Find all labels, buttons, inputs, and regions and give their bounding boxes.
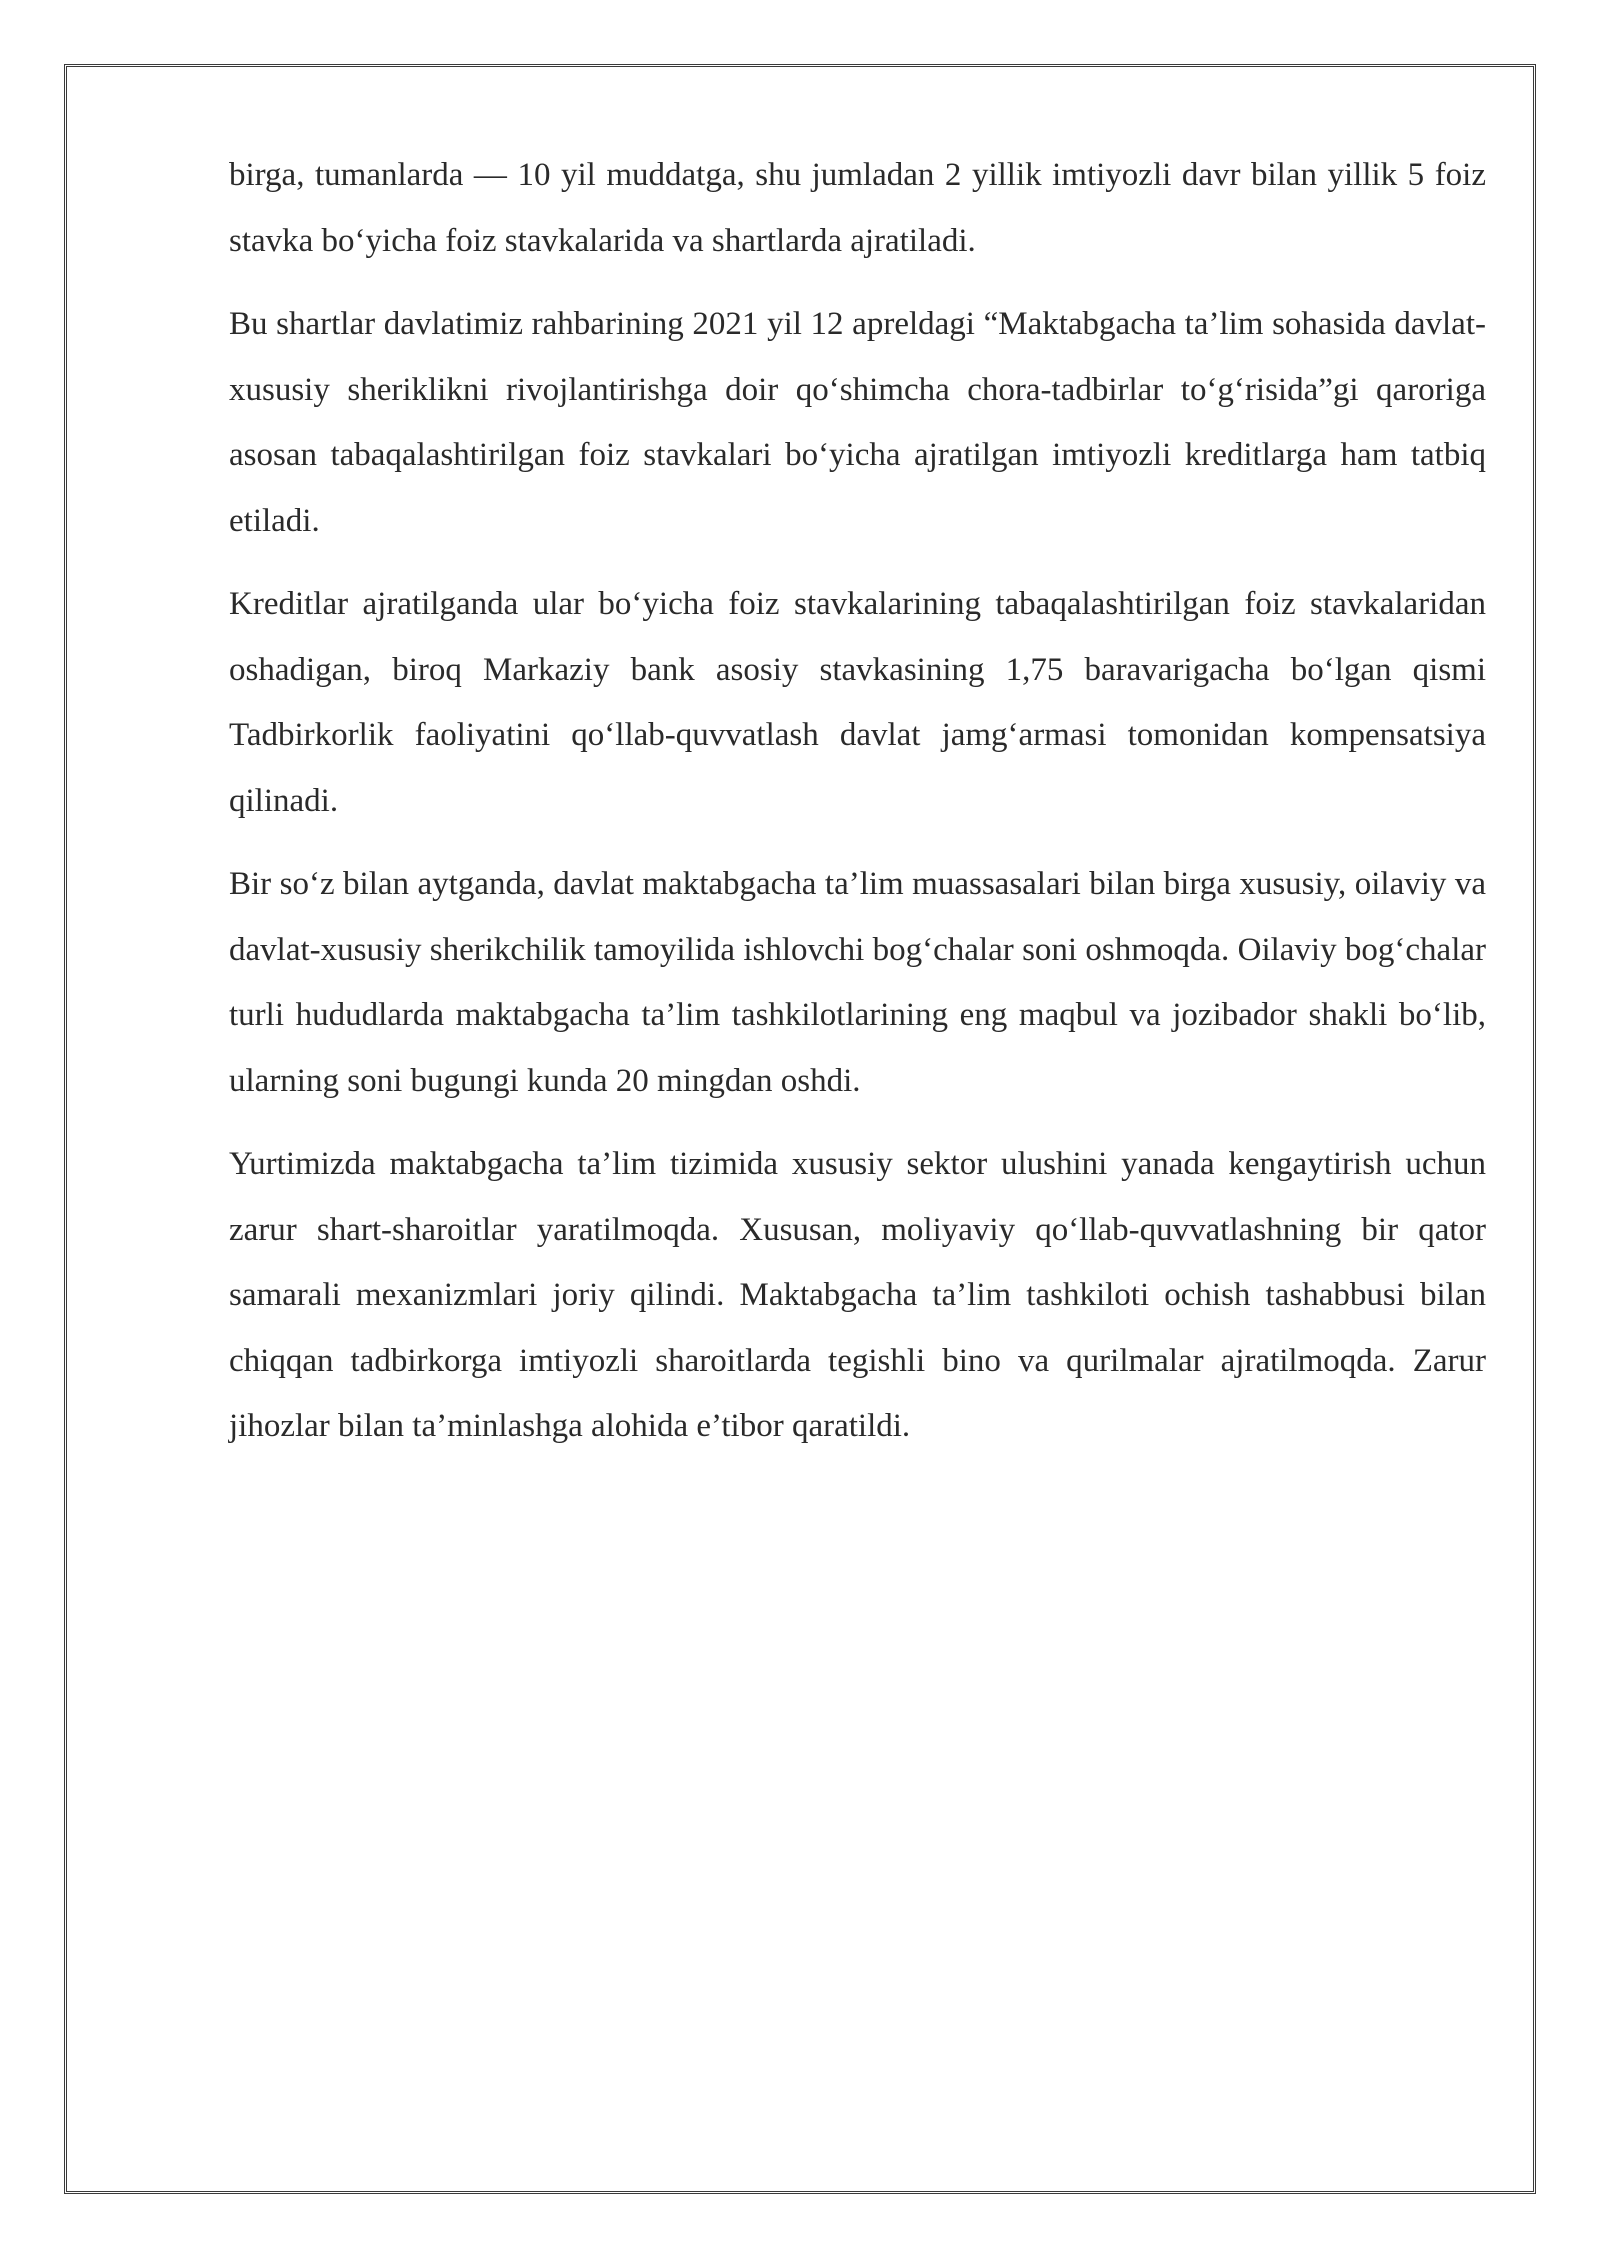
document-body (229, 143, 1486, 1478)
paragraph-1: birga, tumanlarda — 10 yil muddatga, shu jumladan 2 yillik imtiyozli davr bilan yillik 5 foiz stavka bo‘yicha foiz stavkalarida va shartlarda ajratiladi. (229, 157, 1486, 259)
paragraph-3: Kreditlar ajratilganda ular bo‘yicha foiz stavkalarining tabaqalashtirilgan foiz stavkalaridan oshadigan, biroq Markaziy bank asosiy stavkasining 1,75 baravarigacha bo‘lgan qismi Tadbirkorlik faoliyatini qo‘llab-quvvatlash davlat jamg‘armasi tomonidan kompensatsiya qilinadi. (229, 586, 1486, 819)
paragraph-2: Bu shartlar davlatimiz rahbarining 2021 yil 12 apreldagi “Maktabgacha ta’lim sohasida davlat-xususiy sheriklikni rivojlantirishga doir qo‘shimcha chora-tadbirlar to‘g‘risida”gi qaroriga asosan tabaqalashtirilgan foiz stavkalari bo‘yicha ajratilgan imtiyozli kreditlarga ham tatbiq etiladi. (229, 306, 1486, 539)
paragraph-5: Yurtimizda maktabgacha ta’lim tizimida xususiy sektor ulushini yanada kengaytirish uchun zarur shart-sharoitlar yaratilmoqda. Xususan, moliyaviy qo‘llab-quvvatlashning bir qator samarali mexanizmlari joriy qilindi. Maktabgacha ta’lim tashkiloti ochish tashabbusi bilan chiqqan tadbirkorga imtiyozli sharoitlarda tegishli bino va qurilmalar ajratilmoqda. Zarur jihozlar bilan ta’minlashga alohida e’tibor qaratildi. (229, 1146, 1486, 1444)
paragraph-4: Bir so‘z bilan aytganda, davlat maktabgacha ta’lim muassasalari bilan birga xususiy, oilaviy va davlat-xususiy sherikchilik tamoyilida ishlovchi bog‘chalar soni oshmoqda. Oilaviy bog‘chalar turli hududlarda maktabgacha ta’lim tashkilotlarining eng maqbul va jozibador shakli bo‘lib, ularning soni bugungi kunda 20 mingdan oshdi. (229, 866, 1486, 1099)
